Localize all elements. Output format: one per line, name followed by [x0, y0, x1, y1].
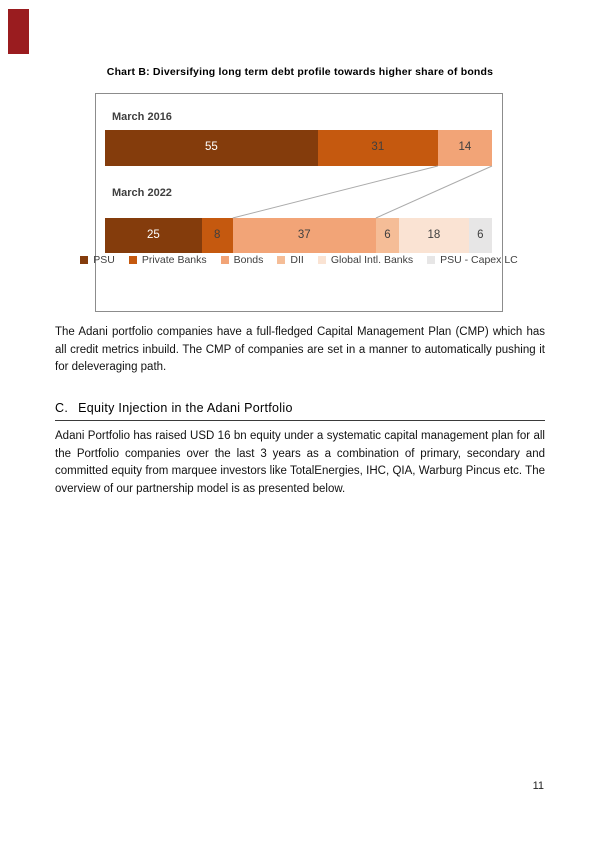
legend-label: Global Intl. Banks	[330, 254, 414, 266]
bar-label-march-2016: March 2016	[112, 111, 172, 123]
connector-lines	[96, 94, 502, 311]
legend-label: Private Banks	[141, 254, 207, 266]
legend-swatch-icon	[80, 256, 88, 264]
bar-segment-psu	[105, 218, 202, 253]
legend-item-psu	[80, 254, 115, 266]
legend-swatch-icon	[129, 256, 137, 264]
legend-item-global-intl-banks	[318, 254, 413, 266]
legend-label: PSU - Capex LC	[440, 254, 518, 266]
bar-segment-bonds	[233, 218, 376, 253]
bar-segment-value: 8	[214, 228, 221, 241]
section-heading-text: Equity Injection in the Adani Portfolio	[78, 401, 293, 415]
legend-swatch-icon	[277, 256, 285, 264]
bar-segment-global-intl-banks	[399, 218, 469, 253]
legend-swatch-icon	[221, 256, 229, 264]
stacked-bar-march-2016	[105, 130, 492, 166]
bar-segment-value: 14	[458, 141, 472, 154]
chart-title: Chart B: Diversifying long term debt profile towards higher share of bonds	[106, 66, 494, 78]
legend-item-private-banks	[129, 254, 207, 266]
bar-segment-value: 25	[146, 228, 160, 241]
bar-segment-value: 18	[427, 228, 441, 241]
chart-legend	[93, 254, 518, 266]
bar-segment-private-banks	[202, 218, 233, 253]
bar-label-march-2022: March 2022	[112, 187, 172, 199]
bar-segment-value: 31	[371, 141, 385, 154]
legend-swatch-icon	[318, 256, 326, 264]
legend-item-psu-capex-lc	[427, 254, 518, 266]
bar-segment-value: 37	[297, 228, 311, 241]
page-number: 11	[532, 780, 544, 792]
legend-label: Bonds	[233, 254, 264, 266]
stacked-bar-march-2022	[105, 218, 492, 253]
chart-container	[93, 93, 518, 312]
bar-segment-bonds	[438, 130, 492, 166]
bar-segment-psu	[105, 130, 318, 166]
section-heading	[55, 401, 545, 421]
legend-item-dii	[277, 254, 303, 266]
legend-item-bonds	[221, 254, 264, 266]
bar-segment-psu-capex-lc	[469, 218, 492, 253]
bar-segment-dii	[376, 218, 399, 253]
bar-segment-value: 55	[205, 141, 218, 154]
section-heading-number: C.	[55, 401, 69, 415]
bar-segment-value: 6	[477, 228, 484, 241]
bar-segment-value: 6	[384, 228, 391, 241]
paragraph-capital-management-plan: The Adani portfolio companies have a full-fledged Capital Management Plan (CMP) which has all credit metrics inbuild. The CMP of companies are set in a manner to automatically pushing it for deleveraging path.	[55, 326, 545, 374]
legend-label: DII	[290, 254, 304, 266]
paragraph-equity-injection: Adani Portfolio has raised USD 16 bn equity under a systematic capital management plan for all the Portfolio companies over the last 3 years as a combination of primary, secondary and committed equity from marquee investors like TotalEnergies, IHC, QIA, Warburg Pincus etc. The overview of our partnership model is as presented below.	[55, 430, 545, 495]
red-annotation-mark	[8, 9, 29, 54]
legend-label: PSU	[93, 254, 115, 266]
bar-segment-private-banks	[318, 130, 438, 166]
legend-swatch-icon	[427, 256, 435, 264]
